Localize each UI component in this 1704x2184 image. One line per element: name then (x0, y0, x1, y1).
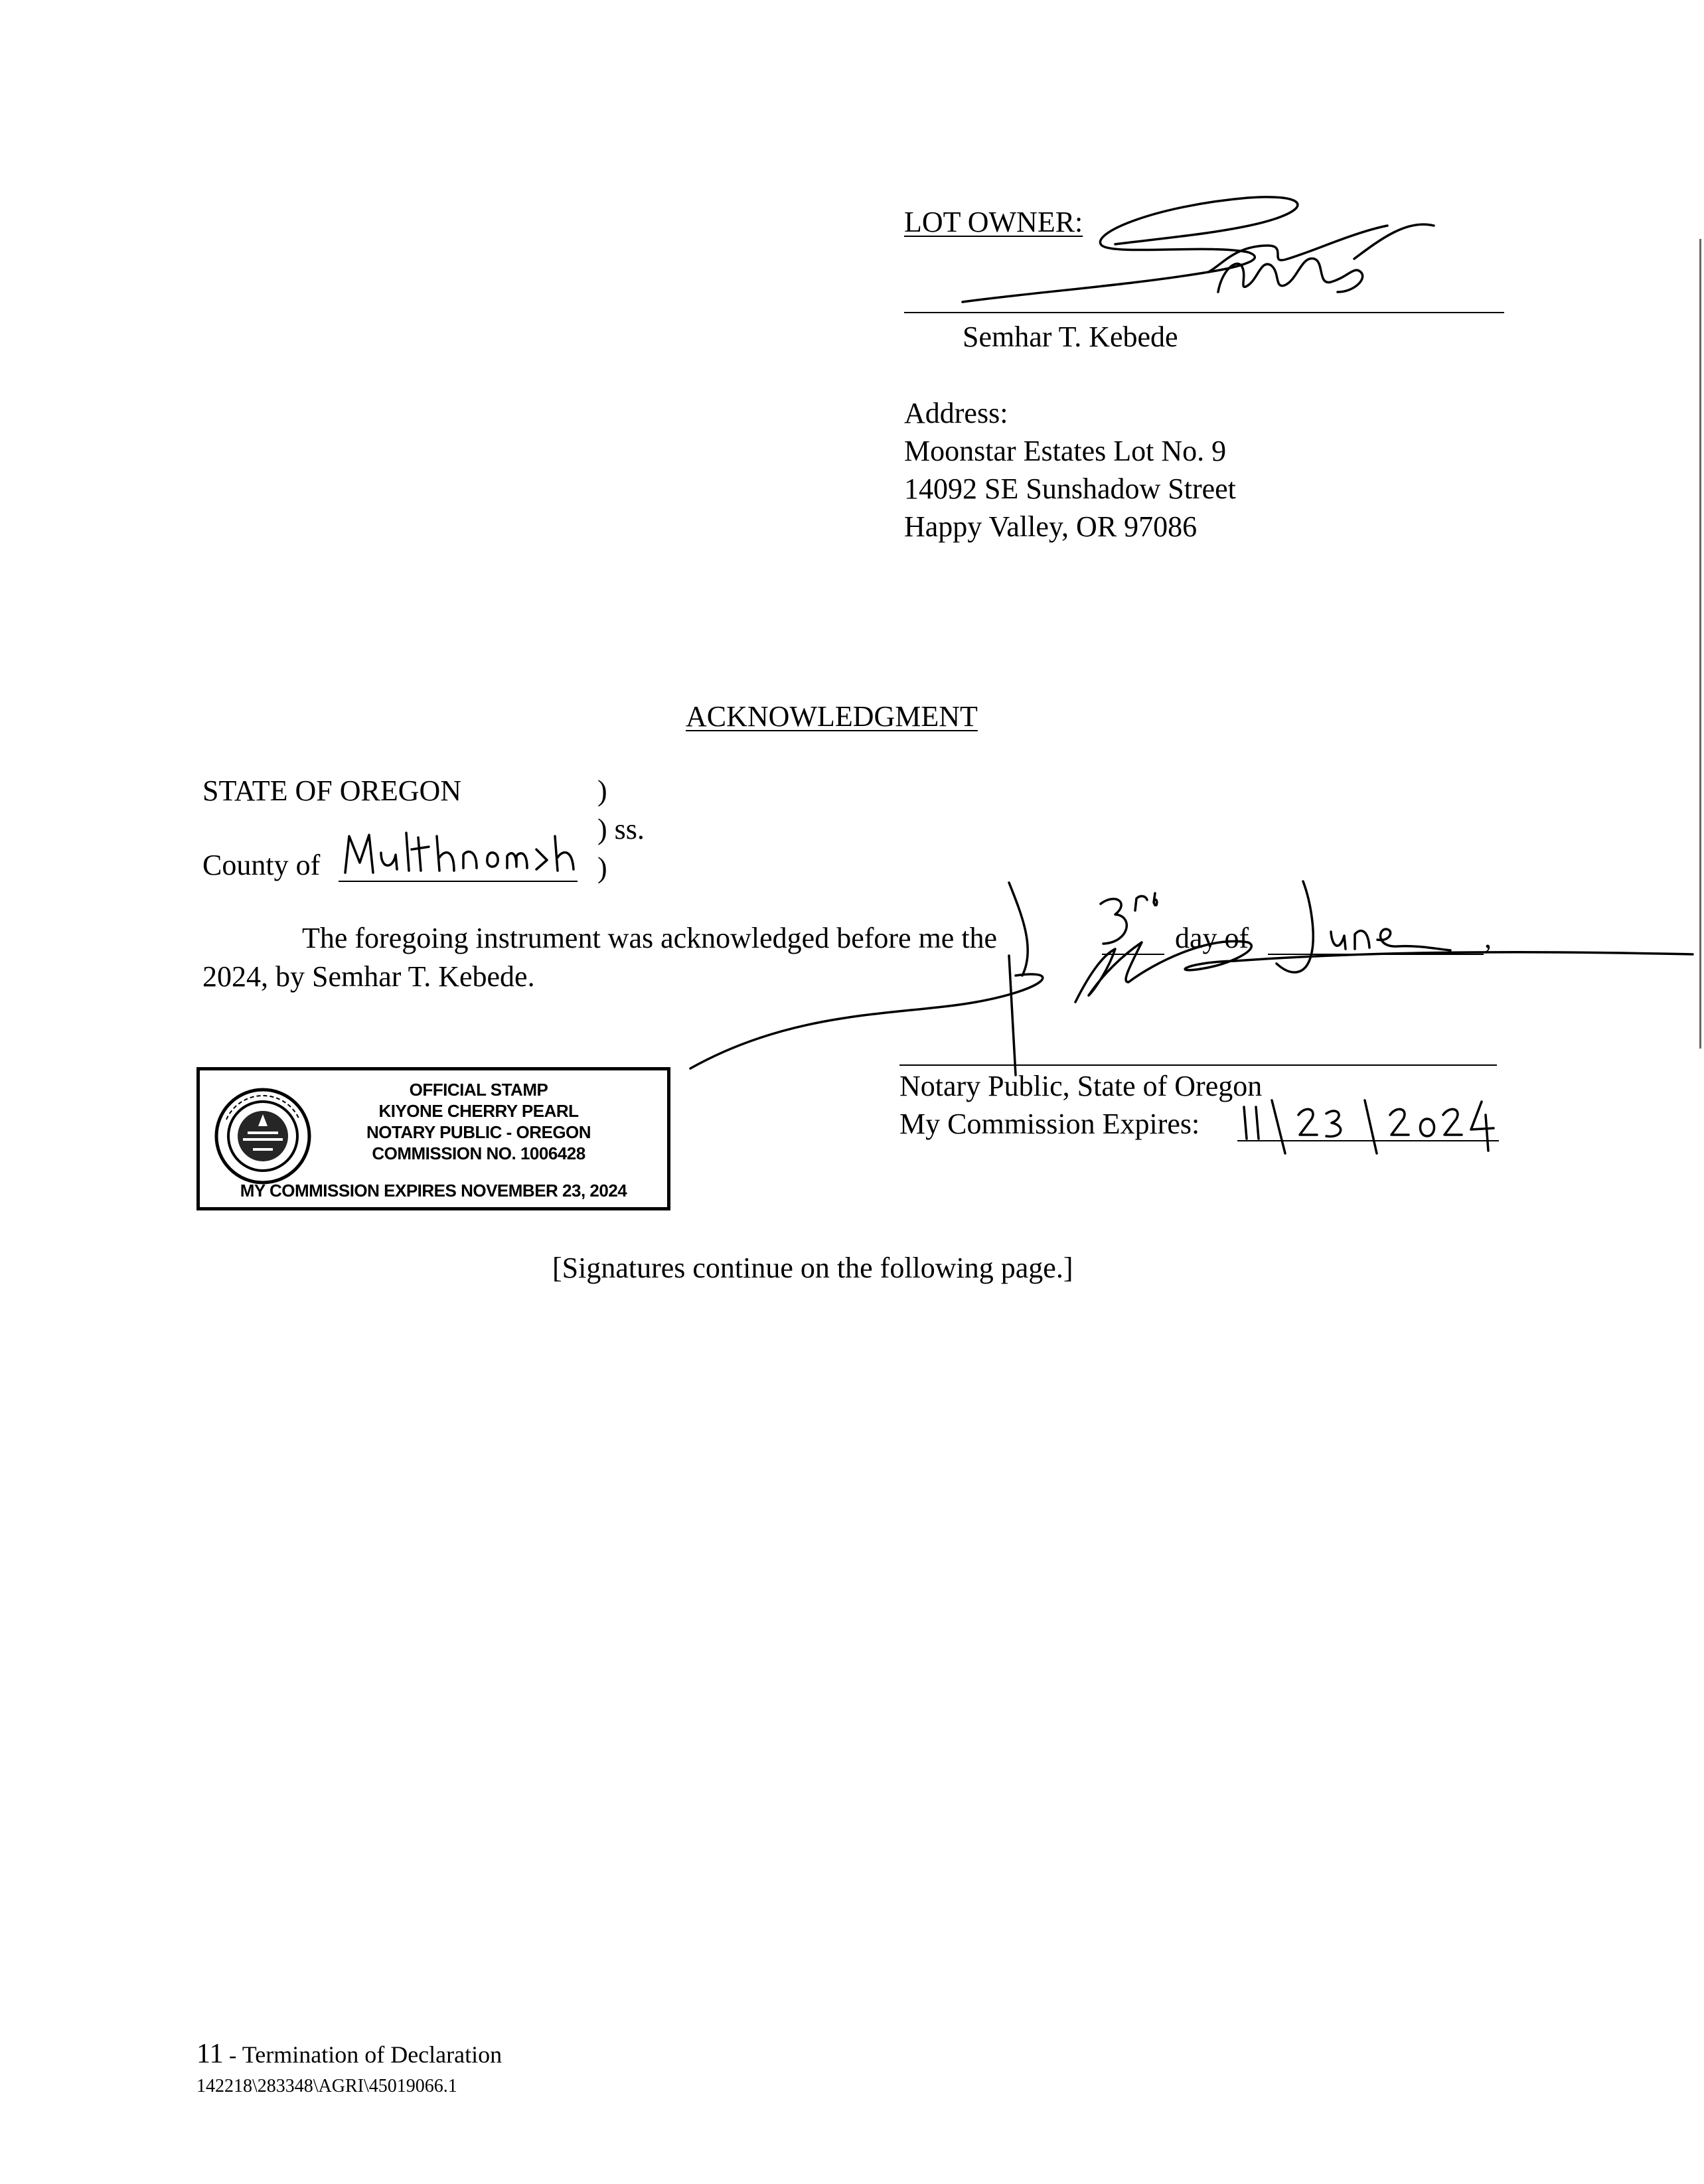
address-label: Address: (904, 397, 1008, 429)
document-id: 142218\283348\AGRI\45019066.1 (196, 2076, 457, 2096)
page-number: 11 (196, 2039, 224, 2069)
notary-signature-line (899, 1064, 1497, 1066)
scan-edge-mark (1699, 239, 1701, 1049)
notary-signature (664, 876, 1699, 1095)
venue-ss: ) ss. (597, 813, 645, 845)
footer-separator: - (223, 2043, 242, 2068)
county-handwritten (340, 823, 579, 883)
stamp-line-5: MY COMMISSION EXPIRES NOVEMBER 23, 2024 (240, 1181, 627, 1201)
expires-handwritten (1239, 1095, 1498, 1155)
stamp-line-1: OFFICIAL STAMP (409, 1080, 548, 1100)
stamp-line-2: KIYONE CHERRY PEARL (378, 1101, 579, 1121)
state-label: STATE OF OREGON (202, 774, 462, 807)
acknowledgment-title: ACKNOWLEDGMENT (686, 700, 978, 733)
body-text-comma: , (1484, 922, 1492, 954)
stamp-line-4: COMMISSION NO. 1006428 (372, 1143, 585, 1163)
owner-signature-line (904, 312, 1504, 313)
owner-name: Semhar T. Kebede (963, 321, 1178, 353)
body-text-part-a: The foregoing instrument was acknowledged before me the (302, 922, 998, 954)
county-label: County of (202, 849, 321, 881)
document-title: Termination of Declaration (242, 2041, 503, 2068)
footer-title (196, 2040, 502, 2068)
body-text-part-b: day of (1175, 922, 1249, 954)
address-line-1: Moonstar Estates Lot No. 9 (904, 435, 1227, 467)
stamp-line-3: NOTARY PUBLIC - OREGON (366, 1122, 591, 1142)
commission-expires-label: My Commission Expires: (899, 1108, 1200, 1140)
official-notary-stamp (196, 1067, 670, 1210)
continuation-note: [Signatures continue on the following page.] (552, 1252, 1073, 1284)
venue-paren-3: ) (597, 851, 607, 884)
lot-owner-heading: LOT OWNER: (904, 206, 1083, 238)
venue-paren-1: ) (597, 774, 607, 807)
address-line-2: 14092 SE Sunshadow Street (904, 473, 1236, 505)
address-line-3: Happy Valley, OR 97086 (904, 510, 1198, 543)
oregon-seal-icon (213, 1086, 313, 1186)
owner-signature (956, 192, 1460, 325)
notary-title-line: Notary Public, State of Oregon (899, 1070, 1263, 1102)
body-text-line-2: 2024, by Semhar T. Kebede. (202, 960, 535, 993)
